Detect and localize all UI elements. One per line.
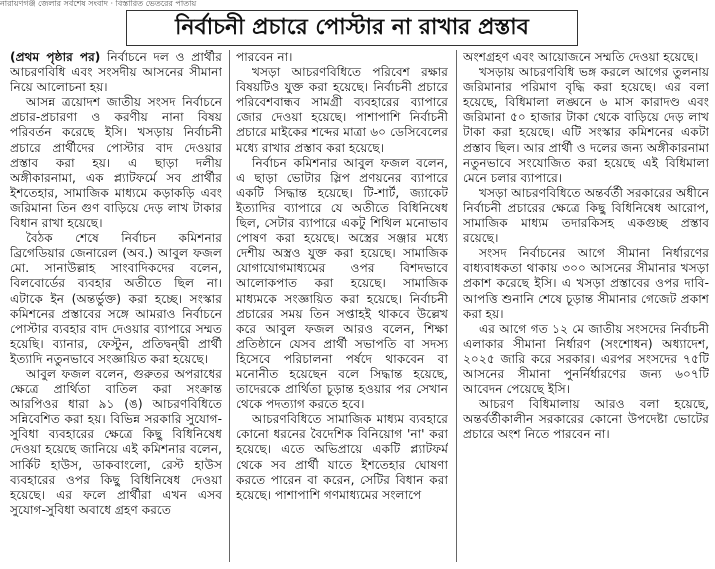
paragraph: আবুল ফজল বলেন, গুরুতর অপরাধের ক্ষেত্রে প্রার্থিতা বাতিল করা সংক্রান্ত আরপিওর ধারা ৯১ (ঙ) আচরণবিধিতে সন্নিবেশিত করা হয়। বিভিন্ন সরকারি সুযোগ-সুবিধা ব্যবহারের ক্ষেত্রে কিছু বিধিনিষেধ দেওয়া হয়েছে জানিয়ে এই কমিশনার বলেন, সার্কিট হাউস, ডাকবাংলো, রেস্ট হাউস ব্যবহারের ওপর কিছু বিধিনিষেধ দেওয়া হয়েছে। এর ফলে প্রার্থীরা এখন এসব সুযোগ-সুবিধা অবাধে গ্রহণ করতে <box>10 366 222 517</box>
paragraph: অংশগ্রহণ এবং আয়োজনে সম্মতি দেওয়া হয়েছে। <box>463 50 699 64</box>
column-rule <box>456 50 457 562</box>
paragraph: বৈঠক শেষে নির্বাচন কমিশনার ব্রিগেডিয়ার জেনারেল (অব.) আবুল ফজল মো. সানাউল্লাহ সাংবাদিকদের বলেন, বিলবোর্ডের ব্যবহার অতীতে ছিল না। এটাকে ইন (অন্তর্ভুক্ত) করা হচ্ছে। সংস্কার কমিশনের প্রস্তাবের সঙ্গে আমরাও নির্বাচনে পোস্টার ব্যবহার বাদ দেওয়ার ব্যাপারে সম্মত হয়েছি। ব্যানার, ফেস্টুন, প্রতিদ্বন্দ্বী প্রার্থী ইত্যাদি নতুনভাবে সংজ্ঞায়িত করা হয়েছে। <box>10 231 222 366</box>
column-1 <box>10 50 222 564</box>
paragraph: খসড়া আচরণবিধিতে অন্তর্বর্তী সরকারের অধীনে নির্বাচনী প্রচারের ক্ষেত্রে কিছু বিধিনিষেধ আরোপ, সামাজিক মাধ্যম তদারকিসহ একগুচ্ছ প্রস্তাব রয়েছে। <box>463 185 709 246</box>
paragraph: আসন্ন ত্রয়োদশ জাতীয় সংসদ নির্বাচনে প্রচার-প্রচারণা ও করণীয় নানা বিষয় পরিবর্তন করেছে ইসি। খসড়ায় নির্বাচনী প্রচারে প্রার্থীদের পোস্টার বাদ দেওয়ার প্রস্তাব করা হয়। এ ছাড়া দলীয় অঙ্গীকারনামা, এক প্ল্যাটফর্মে সব প্রার্থীর ইশতেহার, সামাজিক মাধ্যমে কড়াকড়ি এবং জরিমানা তিন গুণ বাড়িয়ে দেড় লাখ টাকার বিধান রাখা হয়েছে। <box>10 95 222 231</box>
paragraph: আচরণ বিধিমালায় আরও বলা হয়েছে, অন্তর্বর্তীকালীন সরকারের কোনো উপদেষ্টা ভোটের প্রচারে অংশ নিতে পারবেন না। <box>463 397 709 442</box>
top-strip: নারায়ণগঞ্জ জেলার সর্বশেষ সংবাদ · বিস্তারিত ভেতরের পাতায় <box>0 0 197 8</box>
headline-box <box>126 10 578 46</box>
column-3 <box>463 50 709 564</box>
paragraph: পারবেন না। <box>236 50 293 64</box>
continued-tag: (প্রথম পৃষ্ঠার পর) <box>10 50 101 64</box>
paragraph: খসড়া আচরণবিধিতে পরিবেশ রক্ষার বিষয়টিও যুক্ত করা হয়েছে। নির্বাচনী প্রচারে পরিবেশবান্ধব সামগ্রী ব্যবহারের ব্যাপারে জোর দেওয়া হয়েছে। পাশাপাশি নির্বাচনী প্রচারে মাইকের শব্দের মাত্রা ৬০ ডেসিবেলের মধ্যে রাখার প্রস্তাব করা হয়েছে। <box>236 65 448 155</box>
column-2 <box>236 50 448 564</box>
paragraph-text: নির্বাচনে দল ও প্রার্থীর আচরণবিধি এবং সংসদীয় আসনের সীমানা নিয়ে আলোচনা হয়। <box>10 50 222 95</box>
paragraph: খসড়ায় আচরণবিধি ভঙ্গ করলে আগের তুলনায় জরিমানার পরিমাণ বৃদ্ধি করা হয়েছে। এর বলা হয়েছে, বিধিমালা লঙ্ঘনে ৬ মাস কারাদণ্ড এবং জরিমানা ৫০ হাজার টাকা থেকে বাড়িয়ে দেড় লাখ টাকা করা হয়েছে। এটি সংস্কার কমিশনের একটা প্রস্তাব ছিল। আর প্রার্থী ও দলের জন্য অঙ্গীকারনামা নতুনভাবে সংযোজিত করা হয়েছে এই বিধিমালা মেনে চলার ব্যাপারে। <box>463 65 709 185</box>
paragraph <box>10 50 222 95</box>
paragraph: নির্বাচন কমিশনার আবুল ফজল বলেন, এ ছাড়া ভোটার স্লিপ প্রণয়নের ব্যাপারে একটি সিদ্ধান্ত হয়েছে। টি-শার্ট, জ্যাকেট ইত্যাদির ব্যাপারে যে অতীতে বিধিনিষেধ ছিল, সেটার ব্যাপারে একটু শিথিল মনোভাব পোষণ করা হয়েছে। অস্ত্রের সঞ্জার মধ্যে দেশীয় অস্ত্রও যুক্ত করা হয়েছে। সামাজিক যোগাযোগমাধ্যমের ওপর বিশদভাবে আলোকপাত করা হয়েছে। সামাজিক মাধ্যমকে সংজ্ঞায়িত করা হয়েছে। নির্বাচনী প্রচারের সময় তিন সপ্তাহই থাকবে উল্লেখ করে আবুল ফজল আরও বলেন, শিক্ষা প্রতিষ্ঠানে যেসব প্রার্থী সভাপতি বা সদস্য হিসেবে পরিচালনা পর্ষদে থাকবেন বা মনোনীত হয়েছেন বলে সিদ্ধান্ত হয়েছে, তাদেরকে প্রার্থিতা চূড়ান্ত হওয়ার পর সেখান থেকে পদত্যাগ করতে হবে। <box>236 155 448 412</box>
column-rule <box>229 50 230 562</box>
headline: নির্বাচনী প্রচারে পোস্টার না রাখার প্রস্তাব <box>175 14 529 40</box>
paragraph: এর আগে গত ১২ মে জাতীয় সংসদের নির্বাচনী এলাকার সীমানা নির্ধারণ (সংশোধন) অধ্যাদেশ, ২০২৫ জারি করে সরকার। এরপর সংসদের ৭৫টি আসনের সীমানা পুনর্নির্ধারণের জন্য ৬০৭টি আবেদন পেয়েছে ইসি। <box>463 321 709 397</box>
paragraph: আচরণবিধিতে সামাজিক মাধ্যম ব্যবহারে কোনো ধরনের বৈদেশিক বিনিয়োগ 'না' করা হয়েছে। এতে অভিপ্রায়ে একটি প্ল্যাটফর্ম থেকে সব প্রার্থী যাতে ইশতেহার ঘোষণা করতে পারেন বা করেন, সেটির বিধান করা হয়েছে। পাশাপাশি গণমাধ্যমের সংলাপে <box>236 412 448 502</box>
paragraph: সংসদ নির্বাচনের আগে সীমানা নির্ধারণের বাধ্যবাধকতা থাকায় ৩০০ আসনের সীমানার খসড়া প্রকাশ করেছে ইসি। এ খসড়া প্রস্তাবের ওপর দাবি-আপত্তি শুনানি শেষে চূড়ান্ত সীমানার গেজেট প্রকাশ করা হয়। <box>463 246 709 321</box>
